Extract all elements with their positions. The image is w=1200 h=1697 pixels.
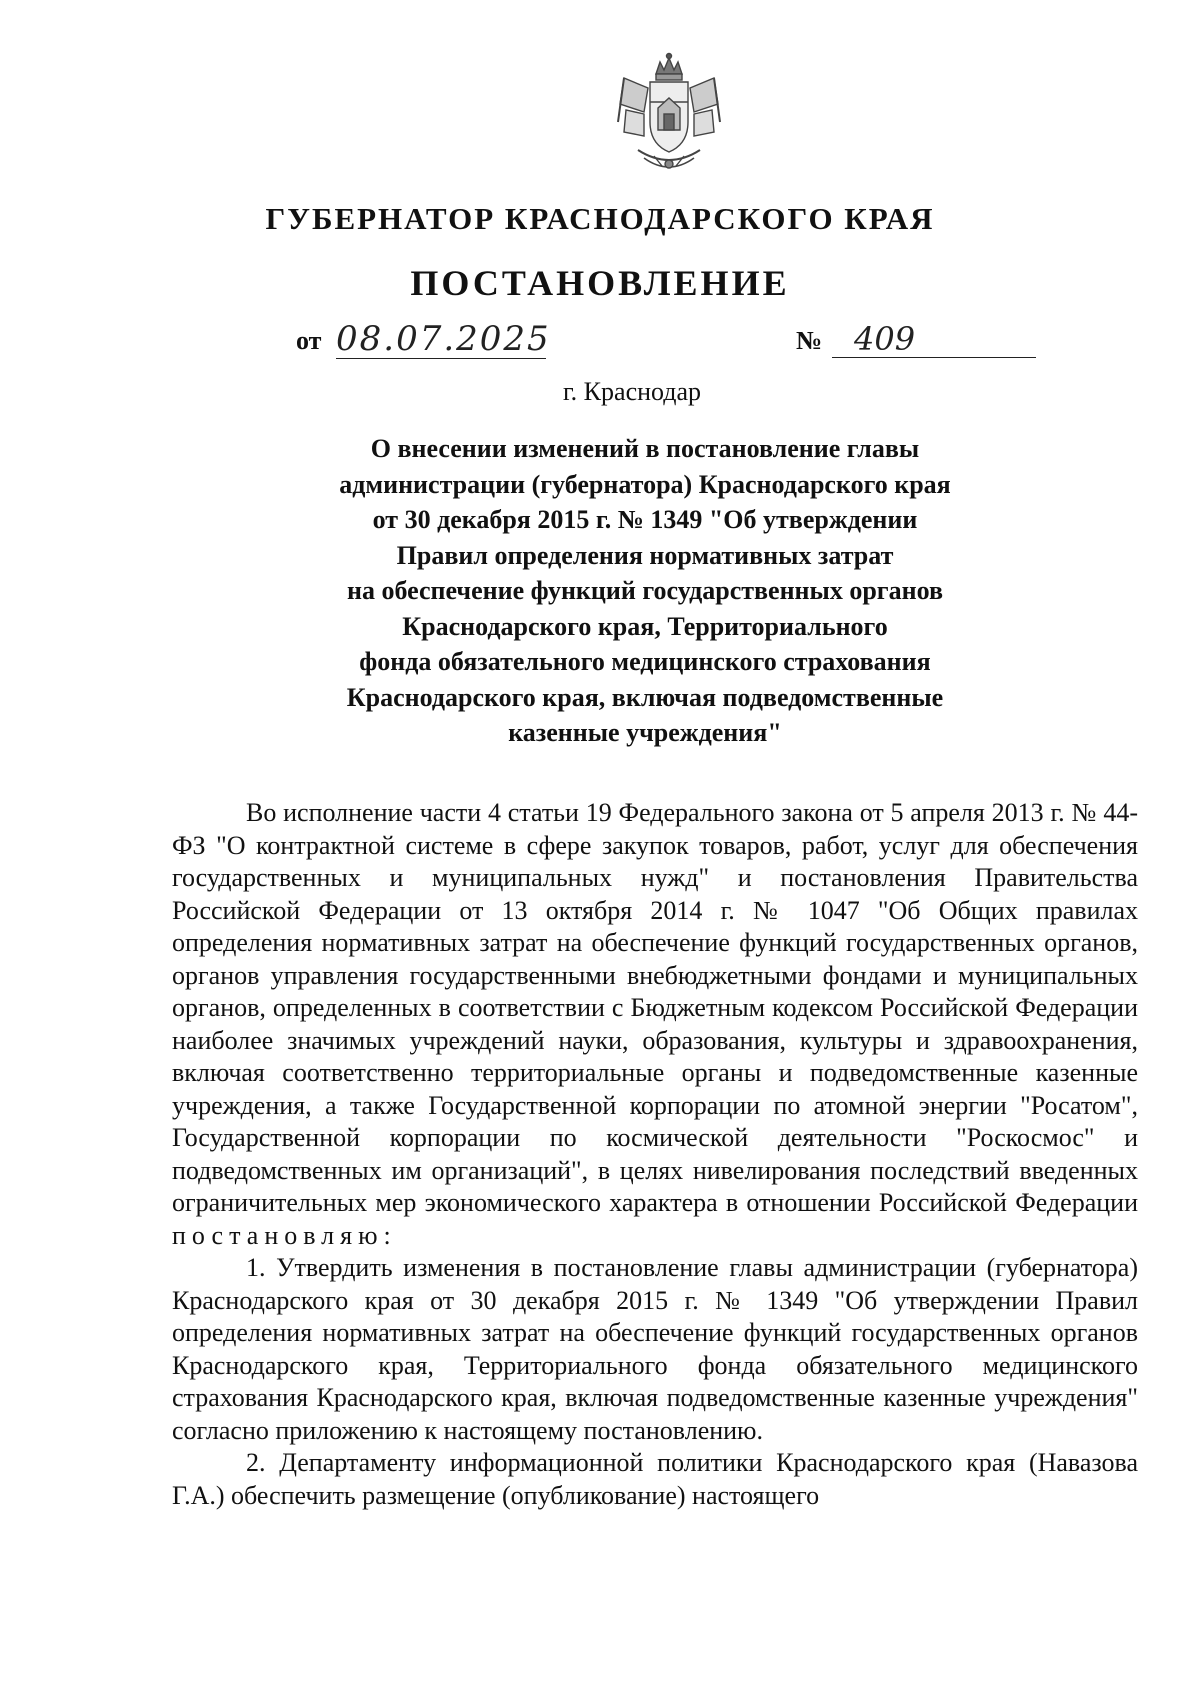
document-type: ПОСТАНОВЛЕНИЕ bbox=[410, 263, 790, 303]
date-label: от bbox=[296, 326, 322, 355]
preamble-text: Во исполнение части 4 статьи 19 Федерального закона от 5 апреля 2013 г. № 44-ФЗ "О контрактной системе в сфере закупок товаров, работ, услуг для обеспечения государственных и муниципальных нужд" и постановления Правительства Российской Федерации от 13 октября 2014 г. № 1047 "Об Общих правилах определения нормативных затрат на обеспечение функций государственных органов, органов управления государственными внебюджетными фондами и муниципальных органов, определенных в соответствии с Бюджетным кодексом Российской Федерации наиболее значимых учреждений науки, образования, культуры и здравоохранения, включая соответственно территориальные органы и подведомственные казенные учреждения, а также Государственной корпорации по атомной энергии "Росатом", Государственной корпорации по космической деятельности "Роскосмос" и подведомственных им организаций", в целях нивелирования последствий введенных ограничительных мер экономического характера в отношении Российской Федерации bbox=[172, 798, 1138, 1217]
title-line: фонда обязательного медицинского страхования bbox=[359, 647, 931, 676]
city: г. Краснодар bbox=[562, 377, 702, 406]
document-title bbox=[300, 431, 990, 751]
title-line: Краснодарского края, Территориального bbox=[402, 611, 888, 641]
document-body bbox=[172, 797, 1138, 1512]
title-line: на обеспечение функций государственных органов bbox=[347, 576, 943, 605]
title-line: О внесении изменений в постановление главы bbox=[370, 434, 920, 463]
document-number: 409 bbox=[832, 320, 1036, 358]
decree-word: постановляю: bbox=[172, 1220, 397, 1250]
title-line: Краснодарского края, включая подведомственные bbox=[346, 682, 944, 712]
title-line: администрации (губернатора) Краснодарского края bbox=[339, 469, 951, 499]
issuing-authority: ГУБЕРНАТОР КРАСНОДАРСКОГО КРАЯ bbox=[265, 201, 935, 236]
clause-1: 1. Утвердить изменения в постановление главы администрации (губернатора) Краснодарского края от 30 декабря 2015 г. № 1349 "Об утверждении Правил определения нормативных затрат на обеспечение функций государственных органов Краснодарского края, Территориального фонда обязательного медицинского страхования Краснодарского края, включая подведомственные казенные учреждения" согласно приложению к настоящему постановлению. bbox=[172, 1253, 1138, 1445]
clause-2: 2. Департаменту информационной политики Краснодарского края (Навазова Г.А.) обеспечить размещение (опубликование) настоящего bbox=[172, 1448, 1138, 1510]
title-line: от 30 декабря 2015 г. № 1349 "Об утверждении bbox=[372, 505, 918, 534]
title-line: казенные учреждения" bbox=[508, 718, 782, 747]
coat-of-arms-icon bbox=[614, 52, 724, 176]
document-date: 08.07.2025 bbox=[336, 319, 551, 359]
title-line: Правил определения нормативных затрат bbox=[396, 540, 894, 570]
preamble-paragraph bbox=[172, 797, 1138, 1252]
number-label: № bbox=[796, 326, 823, 355]
